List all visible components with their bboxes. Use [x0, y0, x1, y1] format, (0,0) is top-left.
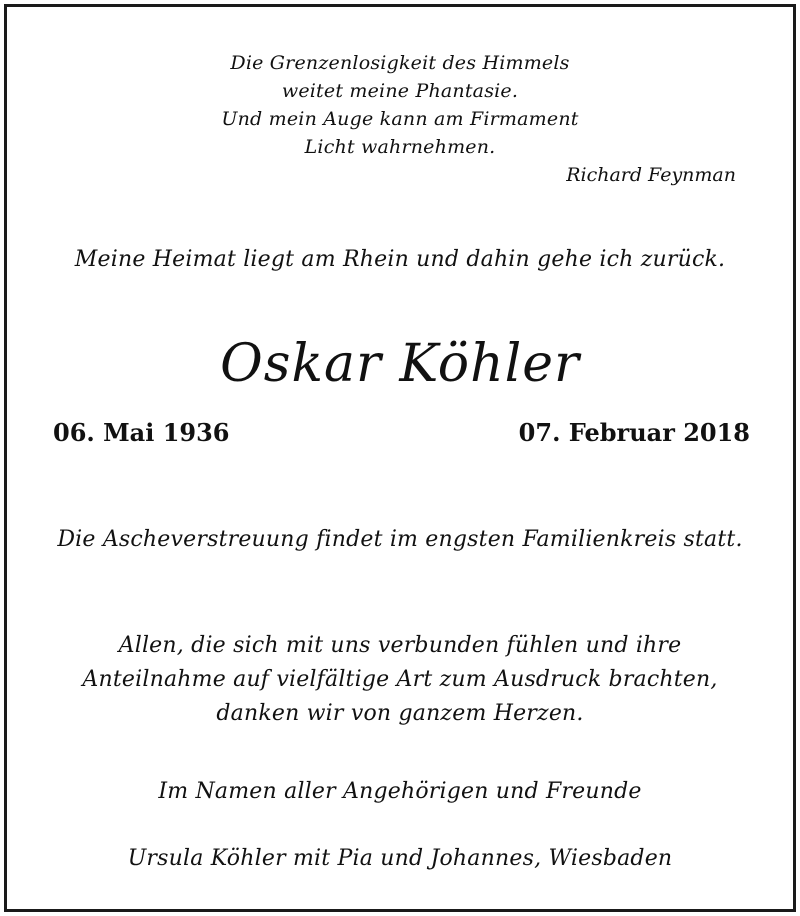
- birth-date: 06. Mai 1936: [53, 418, 230, 447]
- ceremony-notice: Die Ascheverstreuung findet im engsten Familienkreis statt.: [57, 527, 743, 552]
- on-behalf-line: Im Namen aller Angehörigen und Freunde: [158, 779, 642, 804]
- deceased-name: Oskar Köhler: [220, 334, 580, 394]
- quote-line-2: weitet meine Phantasie.: [281, 80, 519, 102]
- quote-author: Richard Feynman: [566, 164, 736, 186]
- motto: Meine Heimat liegt am Rhein und dahin gehe ich zurück.: [74, 247, 726, 272]
- thanks-line-1: Allen, die sich mit uns verbunden fühlen und ihre: [118, 633, 682, 658]
- death-date: 07. Februar 2018: [518, 418, 750, 447]
- signatories: Ursula Köhler mit Pia und Johannes, Wiesbaden: [127, 846, 673, 871]
- quote-line-4: Licht wahrnehmen.: [304, 136, 496, 158]
- quote-line-3: Und mein Auge kann am Firmament: [221, 108, 579, 130]
- thanks-line-3: danken wir von ganzem Herzen.: [216, 701, 584, 726]
- thanks-line-2: Anteilnahme auf vielfältige Art zum Ausdruck brachten,: [82, 667, 718, 692]
- quote-line-1: Die Grenzenlosigkeit des Himmels: [230, 52, 570, 74]
